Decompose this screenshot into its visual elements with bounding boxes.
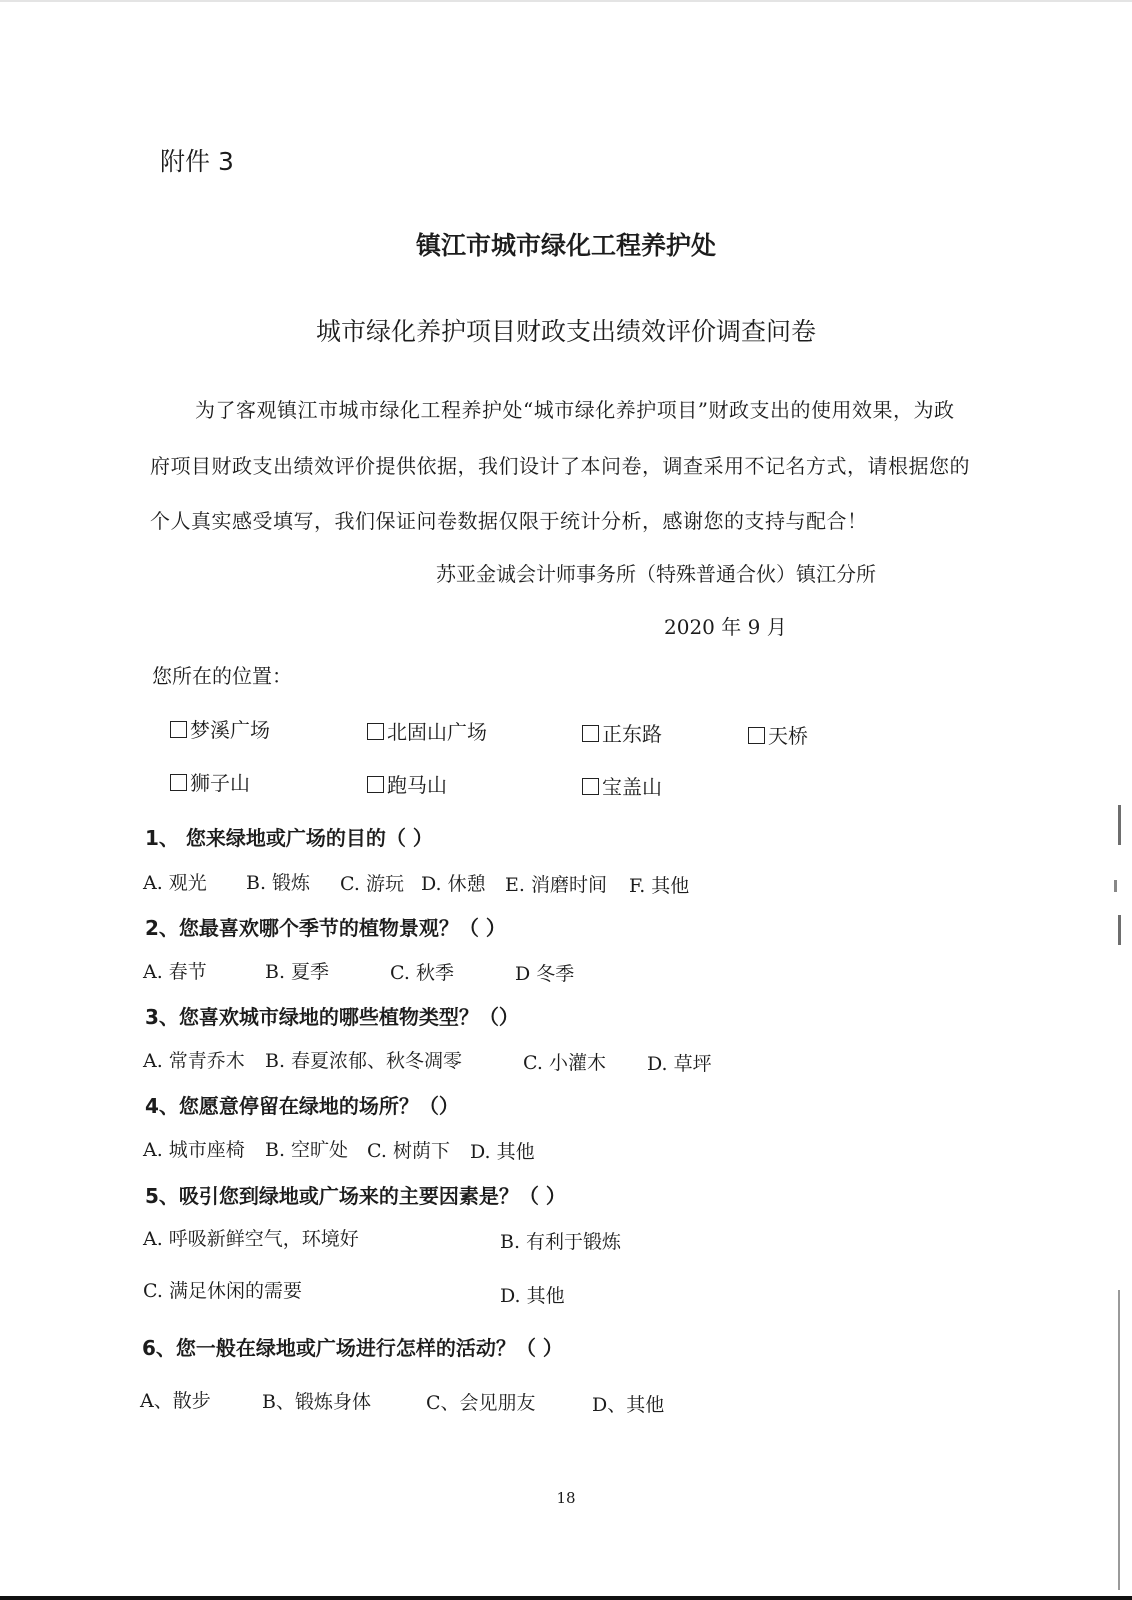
answer-option[interactable]: A. 春节	[143, 961, 207, 983]
location-option[interactable]: 梦溪广场	[170, 714, 270, 743]
answer-option[interactable]: D. 休憩	[421, 873, 486, 895]
answer-option[interactable]: B. 有利于锻炼	[500, 1231, 622, 1253]
answer-option[interactable]: C. 秋季	[390, 962, 454, 984]
answer-option[interactable]: A. 观光	[143, 872, 207, 894]
survey-title: 城市绿化养护项目财政支出绩效评价调查问卷	[315, 317, 816, 346]
page-number: 18	[556, 1489, 576, 1507]
checkbox[interactable]	[170, 774, 187, 791]
scan-top-edge	[0, 0, 1132, 2]
answer-option[interactable]: A. 呼吸新鲜空气，环境好	[143, 1228, 359, 1250]
answer-option[interactable]: B. 夏季	[265, 961, 330, 983]
answer-option[interactable]: B. 锻炼	[246, 872, 311, 894]
answer-option[interactable]: F. 其他	[629, 875, 690, 897]
answer-option[interactable]: B. 春夏浓郁、秋冬凋零	[265, 1050, 463, 1072]
org-title: 镇江市城市绿化工程养护处	[415, 231, 716, 260]
question-5: 5、吸引您到绿地或广场来的主要因素是？（ ）	[145, 1184, 566, 1208]
location-option[interactable]: 天桥	[748, 720, 808, 749]
signature: 苏亚金诚会计师事务所（特殊普通合伙）镇江分所	[436, 562, 876, 586]
intro-line: 个人真实感受填写，我们保证问卷数据仅限于统计分析，感谢您的支持与配合！	[150, 509, 868, 533]
answer-option[interactable]: D 冬季	[515, 963, 575, 985]
checkbox[interactable]	[582, 778, 599, 795]
location-option[interactable]: 跑马山	[367, 769, 447, 798]
checkbox[interactable]	[582, 725, 599, 742]
answer-option[interactable]: C、会见朋友	[426, 1392, 536, 1414]
question-1: 1、 您来绿地或广场的目的（ ）	[145, 826, 433, 850]
scan-artifact	[1118, 915, 1121, 945]
answer-option[interactable]: C. 满足休闲的需要	[143, 1280, 302, 1302]
answer-option[interactable]: D. 其他	[470, 1141, 535, 1163]
answer-option[interactable]: A、散步	[140, 1390, 211, 1412]
location-label: 您所在的位置：	[152, 664, 292, 688]
answer-option[interactable]: C. 游玩	[340, 873, 404, 895]
scan-artifact	[1118, 1290, 1120, 1590]
checkbox[interactable]	[748, 727, 765, 744]
answer-option[interactable]: B、锻炼身体	[262, 1391, 371, 1413]
scan-bottom-edge	[0, 1596, 1132, 1600]
answer-option[interactable]: A. 常青乔木	[143, 1050, 245, 1072]
answer-option[interactable]: D. 草坪	[647, 1053, 712, 1075]
scan-artifact	[1114, 880, 1117, 892]
question-6: 6、您一般在绿地或广场进行怎样的活动？（ ）	[142, 1336, 563, 1360]
checkbox[interactable]	[367, 723, 384, 740]
answer-option[interactable]: B. 空旷处	[265, 1139, 349, 1161]
attachment-label: 附件 3	[160, 147, 234, 176]
intro-line: 府项目财政支出绩效评价提供依据，我们设计了本问卷，调查采用不记名方式，请根据您的	[150, 454, 970, 478]
checkbox[interactable]	[367, 776, 384, 793]
scan-artifact	[1118, 805, 1121, 845]
answer-option[interactable]: D. 其他	[500, 1285, 565, 1307]
location-option[interactable]: 宝盖山	[582, 771, 662, 800]
answer-option[interactable]: A. 城市座椅	[143, 1139, 245, 1161]
answer-option[interactable]: C. 小灌木	[523, 1052, 606, 1074]
question-3: 3、您喜欢城市绿地的哪些植物类型？（）	[145, 1005, 519, 1029]
question-2: 2、您最喜欢哪个季节的植物景观？（ ）	[145, 916, 506, 940]
location-option[interactable]: 狮子山	[170, 767, 250, 796]
answer-option[interactable]: C. 树荫下	[367, 1140, 450, 1162]
answer-option[interactable]: E. 消磨时间	[505, 874, 607, 896]
location-option[interactable]: 正东路	[582, 718, 662, 747]
answer-option[interactable]: D、其他	[592, 1394, 665, 1416]
question-4: 4、您愿意停留在绿地的场所？（）	[145, 1094, 459, 1118]
intro-line: 为了客观镇江市城市绿化工程养护处“城市绿化养护项目”财政支出的使用效果，为政	[195, 398, 955, 422]
location-option[interactable]: 北固山广场	[367, 716, 487, 745]
date: 2020 年 9 月	[664, 615, 787, 639]
checkbox[interactable]	[170, 721, 187, 738]
